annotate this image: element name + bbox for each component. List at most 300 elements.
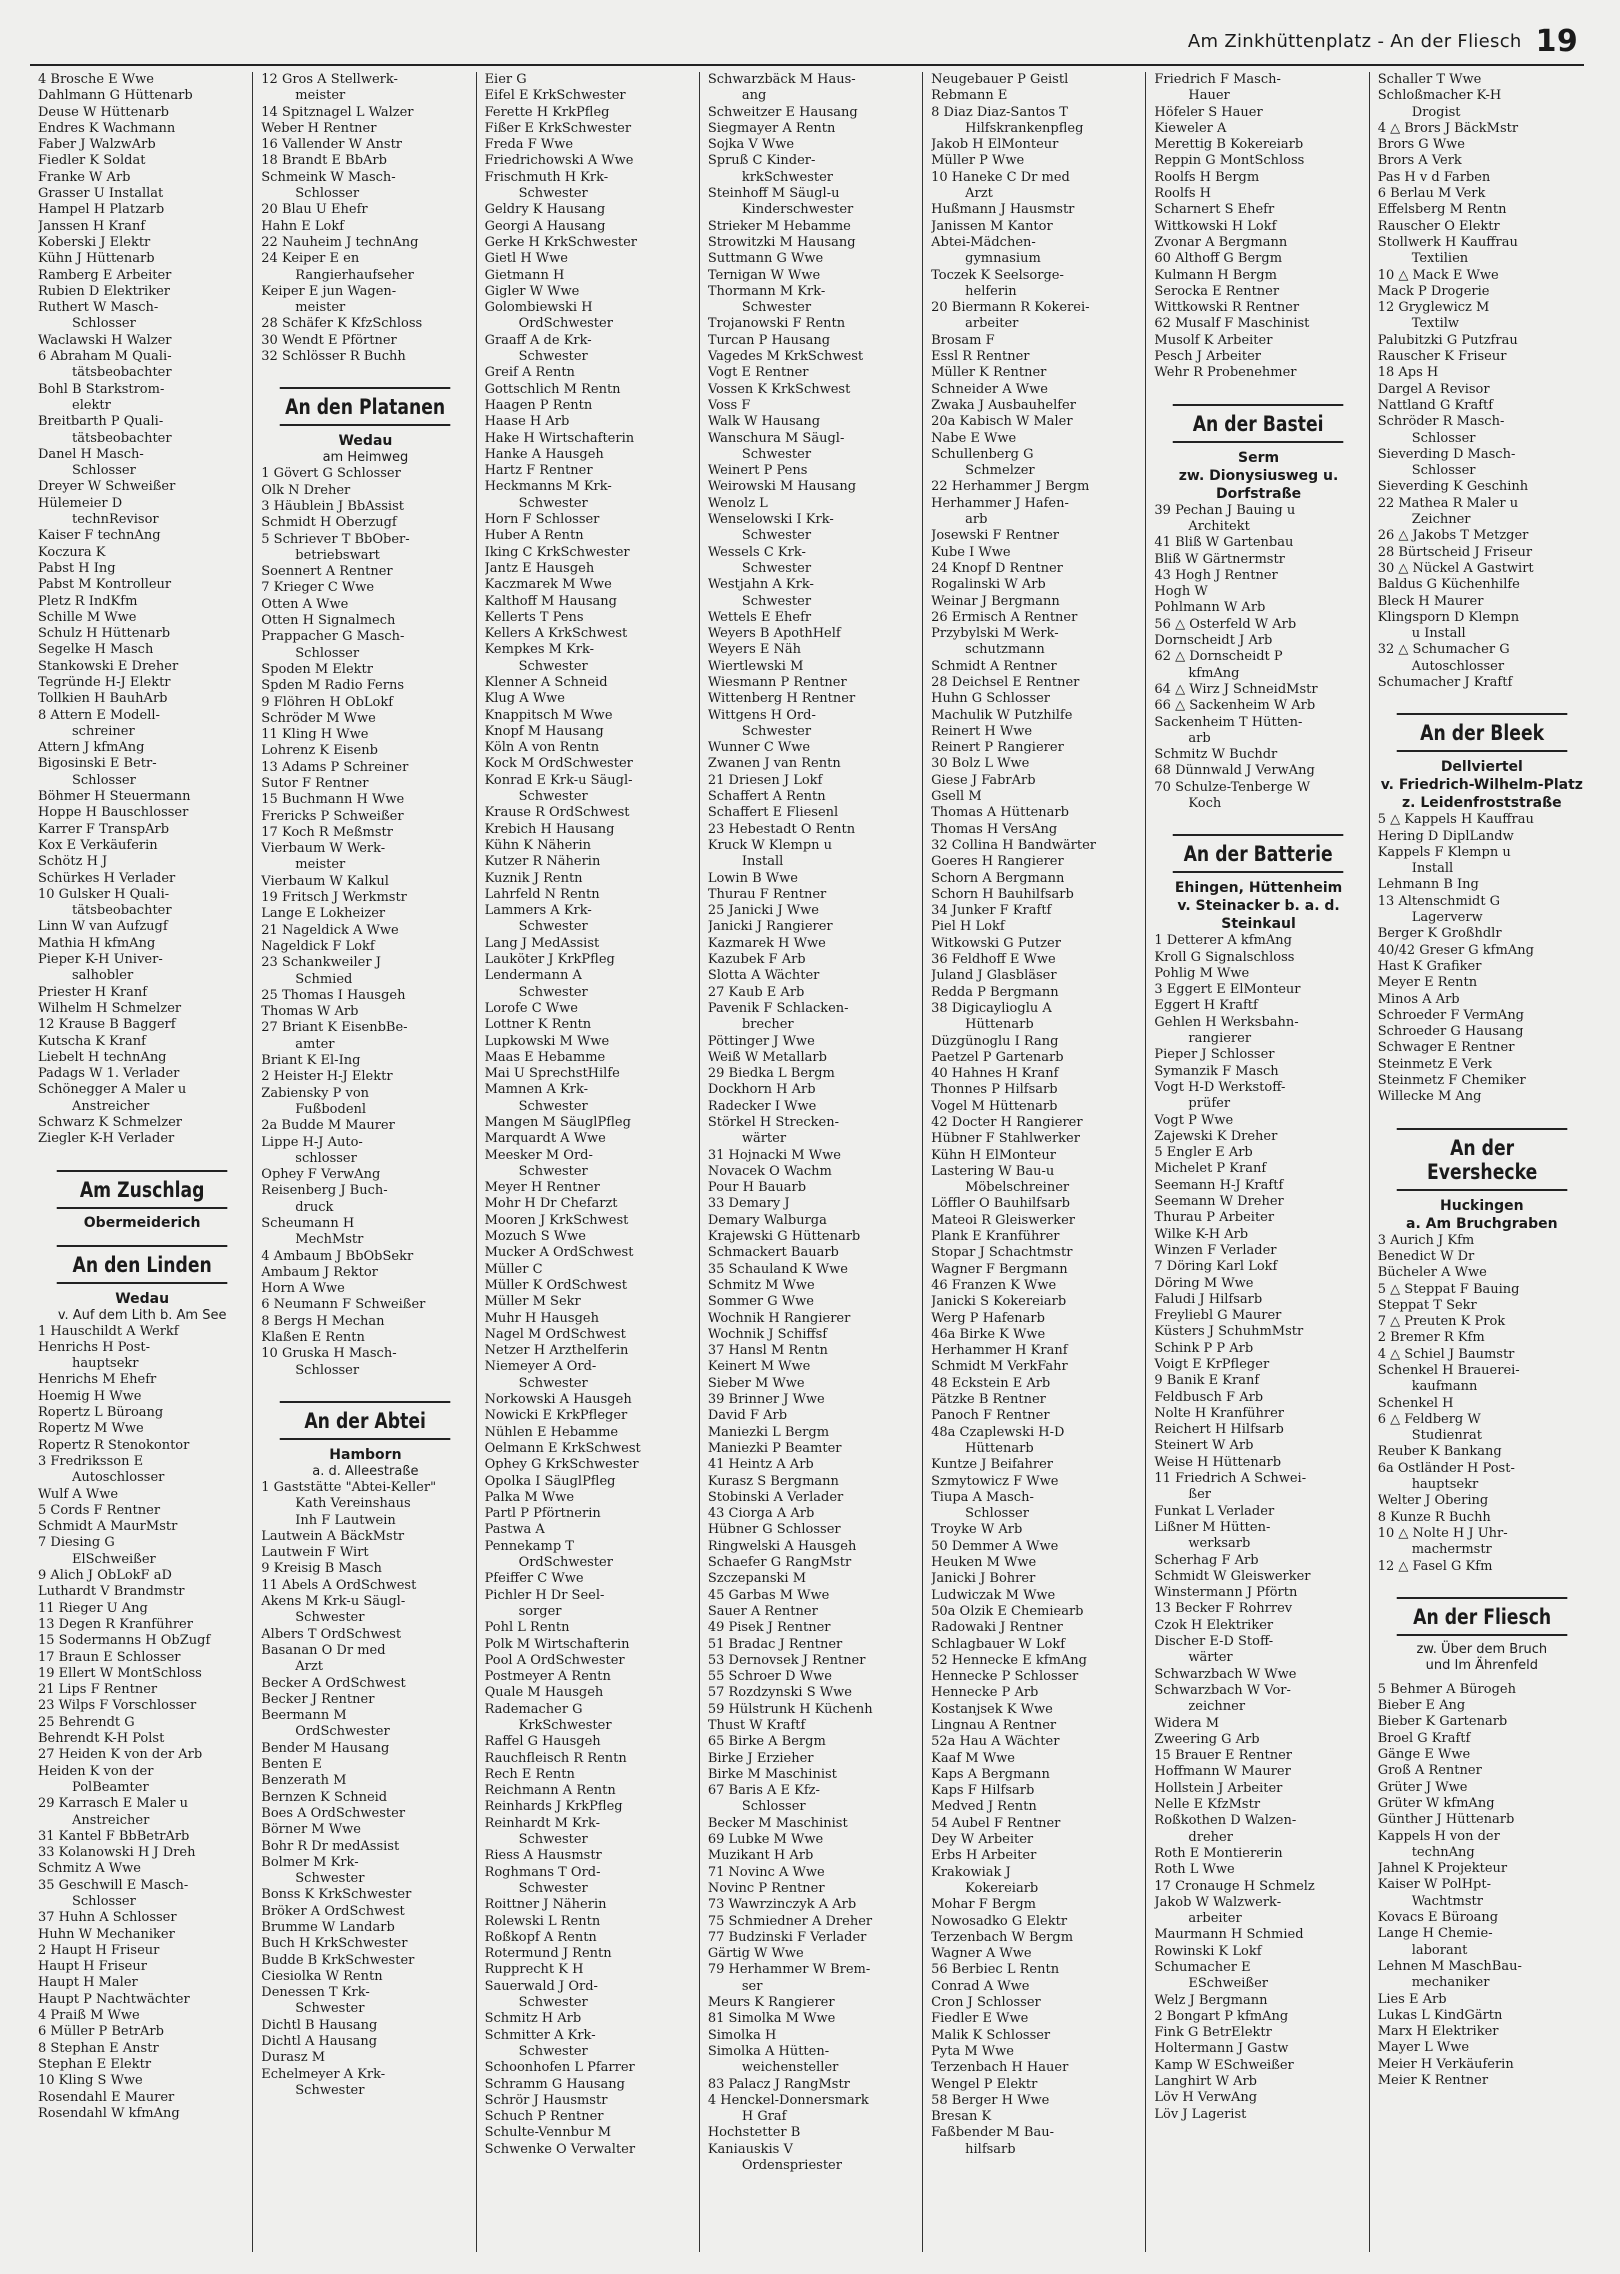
directory-entry: Eier G	[484, 72, 527, 87]
directory-entry: Marquardt A Wwe	[484, 1131, 606, 1147]
column-1	[32, 72, 252, 2252]
directory-entry: Eggert H Kraftf	[1154, 998, 1258, 1014]
directory-entry: Pieper K-H Univer-	[38, 952, 163, 968]
directory-entry: Buch H KrkSchwester	[261, 1936, 408, 1952]
directory-entry: 10 Haneke C Dr med	[931, 169, 1070, 185]
directory-entry: 13 Degen R Kranführer	[38, 1616, 193, 1632]
directory-entry: Walk W Hausang	[707, 414, 821, 430]
entry-continuation: OrdSchwester	[518, 1555, 613, 1571]
directory-entry: Raffel G Hausgeh	[484, 1734, 601, 1750]
directory-entry: Zwanen J van Rentn	[707, 756, 841, 772]
directory-entry: Gärtig W Wwe	[707, 1946, 804, 1962]
directory-entry: Schmitz M Wwe	[707, 1277, 815, 1293]
directory-entry: 15 Buchmann H Wwe	[261, 792, 405, 808]
directory-entry: 75 Schmiedner A Dreher	[707, 1913, 873, 1929]
entry-continuation: wärter	[741, 1131, 787, 1147]
directory-entry: Mamnen A Krk-	[484, 1082, 589, 1098]
directory-entry: Gietmann H	[484, 267, 565, 283]
entry-continuation: Schwester	[518, 186, 588, 202]
directory-entry: 17 Braun E Schlosser	[38, 1649, 181, 1665]
directory-entry: Stollwerk H Kauffrau	[1377, 234, 1518, 250]
entry-continuation: dreher	[1188, 1829, 1233, 1845]
directory-entry: Kappels H von der	[1377, 1828, 1500, 1844]
directory-entry: Mohar F Bergm	[931, 1897, 1036, 1913]
directory-entry: Hogh W	[1154, 584, 1208, 600]
entry-continuation: OrdSchwester	[295, 1724, 390, 1740]
directory-entry: Effelsberg M Rentn	[1377, 202, 1507, 218]
directory-entry: Strowitzki M Hausang	[707, 234, 856, 250]
directory-entry: Pabst M Kontrolleur	[38, 577, 172, 593]
directory-entry: 9 Banik E Kranf	[1154, 1373, 1260, 1389]
directory-entry: Abtei-Mädchen-	[931, 234, 1036, 250]
directory-entry: Faber J WalzwArb	[38, 137, 156, 153]
directory-entry: Klingsporn D Klempn	[1377, 609, 1520, 625]
directory-entry: Pool A OrdSchwester	[484, 1652, 625, 1668]
directory-entry: Tollkien H BauhArb	[38, 691, 168, 707]
directory-entry: 71 Novinc A Wwe	[707, 1864, 825, 1880]
directory-entry: 2 Haupt H Friseur	[38, 1942, 160, 1958]
spacer	[1378, 1575, 1586, 1583]
directory-entry: Müller C	[484, 1261, 543, 1277]
district-label: Wedau	[115, 1290, 170, 1307]
directory-entry: Jahnel K Projekteur	[1377, 1861, 1508, 1877]
directory-entry: Grüter J Wwe	[1377, 1779, 1468, 1795]
directory-entry: 25 Thomas I Hausgeh	[261, 987, 406, 1003]
directory-entry: Piel H Lokf	[931, 919, 1005, 935]
directory-entry: Frischmuth H Krk-	[484, 169, 609, 185]
directory-entry: Weise H Hüttenarb	[1154, 1454, 1282, 1470]
directory-entry: Partl P Pförtnerin	[484, 1506, 601, 1522]
directory-entry: Keiper E jun Wagen-	[261, 283, 397, 299]
directory-entry: Schlagbauer W Lokf	[931, 1636, 1066, 1652]
directory-entry: Schorn H Bauhilfsarb	[931, 886, 1074, 902]
directory-entry: 4 △ Schiel J Baumstr	[1377, 1346, 1515, 1362]
directory-entry: Strieker M Hebamme	[707, 218, 851, 234]
column-5	[922, 72, 1145, 2252]
directory-entry: Karrer F TranspArb	[38, 821, 170, 837]
directory-entry: 5 △ Steppat F Bauing	[1377, 1281, 1520, 1297]
entry-continuation: Autoschlosser	[72, 1470, 165, 1486]
directory-entry: Janssen H Kranf	[38, 218, 146, 234]
directory-entry: 66 △ Sackenheim W Arb	[1154, 698, 1316, 714]
directory-entry: Bernzen K Schneid	[261, 1789, 388, 1805]
directory-entry: 13 Altenschmidt G	[1377, 893, 1501, 909]
directory-entry: Schwarzbäck M Haus-	[707, 72, 856, 87]
directory-entry: Lammers A Krk-	[484, 903, 592, 919]
directory-entry: Scherhag F Arb	[1154, 1552, 1259, 1568]
entry-continuation: Schwester	[518, 1098, 588, 1114]
directory-entry: Dey W Arbeiter	[931, 1832, 1034, 1848]
directory-entry: Gietl H Wwe	[484, 251, 568, 267]
directory-entry: Lastering W Bau-u	[931, 1163, 1055, 1179]
directory-entry: Wenolz L	[707, 495, 768, 511]
directory-entry: Reinhardt M Krk-	[484, 1815, 601, 1831]
directory-entry: Becker J Rentner	[261, 1691, 375, 1707]
directory-entry: Boes A OrdSchwester	[261, 1805, 406, 1821]
directory-entry: 6 △ Feldberg W	[1377, 1411, 1481, 1427]
directory-entry: 42 Docter H Rangierer	[931, 1115, 1083, 1130]
directory-entry: Müller K Rentner	[931, 365, 1047, 381]
directory-entry: 28 Deichsel E Rentner	[931, 674, 1080, 690]
entry-continuation: Schwester	[518, 1880, 588, 1896]
directory-entry: Heckmanns M Krk-	[484, 479, 612, 495]
directory-entry: Pesch J Arbeiter	[1154, 349, 1261, 365]
directory-entry: 12 Gros A Stellwerk-	[261, 72, 398, 87]
entry-continuation: Textilien	[1411, 251, 1469, 267]
directory-entry: Stopar J Schachtmstr	[931, 1245, 1073, 1261]
directory-entry: Thonnes P Hilfsarb	[931, 1082, 1058, 1098]
entry-continuation: Autoschlosser	[1411, 658, 1505, 674]
directory-entry: Schwenke O Verwalter	[484, 2141, 636, 2157]
directory-entry: 55 Schroer D Wwe	[707, 1669, 832, 1685]
directory-entry: Essl R Rentner	[931, 349, 1030, 365]
directory-entry: Döring M Wwe	[1154, 1275, 1254, 1291]
directory-entry: Roth L Wwe	[1154, 1862, 1235, 1878]
directory-entry: Schulte-Vennbur M	[484, 2125, 612, 2141]
directory-entry: Benzerath M	[261, 1773, 347, 1789]
directory-entry: 1 Hauschildt A Werkf	[38, 1323, 179, 1339]
directory-entry: Schmidt A MaurMstr	[38, 1519, 178, 1535]
directory-entry: Gehlen H Werksbahn-	[1154, 1014, 1299, 1030]
entry-continuation: meister	[295, 857, 346, 873]
directory-entry: Günther J Hüttenarb	[1377, 1812, 1515, 1828]
directory-entry: Liebelt H technAng	[38, 1049, 167, 1065]
directory-entry: Nattland G Kraftf	[1377, 397, 1494, 413]
directory-entry: Krause R OrdSchwest	[484, 805, 630, 821]
column-4	[699, 72, 922, 2252]
directory-entry: Palubitzki G Putzfrau	[1377, 332, 1518, 348]
entry-continuation: Schlosser	[72, 463, 136, 479]
directory-entry: Maas E Hebamme	[484, 1049, 606, 1065]
directory-entry: Iking C KrkSchwester	[484, 544, 630, 560]
directory-entry: 5 Behmer A Bürogeh	[1377, 1681, 1516, 1697]
street-subtitle: v. Auf dem Lith b. Am See	[57, 1307, 227, 1323]
directory-entry: Schmidt H Oberzugf	[261, 515, 397, 531]
directory-entry: Szmytowicz F Wwe	[931, 1473, 1059, 1489]
directory-entry: 5 Schriever T BbOber-	[261, 531, 410, 547]
directory-entry: Bieber K Gartenarb	[1377, 1714, 1508, 1730]
directory-entry: Frericks P Schweißer	[261, 808, 404, 824]
directory-entry: Rosendahl E Maurer	[38, 2089, 175, 2105]
directory-entry: Rauchfleisch R Rentn	[484, 1750, 627, 1766]
entry-continuation: Schmied	[295, 971, 353, 987]
directory-entry: Weiß W Metallarb	[707, 1049, 827, 1065]
directory-entry: Rauscher O Elektr	[1377, 218, 1500, 234]
entry-continuation: Install	[1411, 861, 1454, 877]
directory-entry: Reinert H Wwe	[931, 723, 1033, 739]
directory-entry: Börner M Wwe	[261, 1822, 361, 1838]
directory-entry: Löv H VerwAng	[1154, 2090, 1258, 2106]
directory-entry: Henrichs M Ehefr	[38, 1372, 157, 1388]
directory-entry: Sauer A Rentner	[707, 1603, 818, 1619]
directory-entry: 35 Geschwill E Masch-	[38, 1877, 189, 1893]
directory-entry: Spruß C Kinder-	[707, 153, 816, 169]
directory-entry: Schmitz A Wwe	[38, 1861, 141, 1877]
directory-entry: Novinc P Rentner	[707, 1880, 825, 1896]
directory-entry: Kellers A KrkSchwest	[484, 626, 628, 642]
directory-entry: Kaps F Hilfsarb	[931, 1783, 1035, 1799]
directory-entry: Brumme W Landarb	[261, 1919, 395, 1935]
entry-continuation: Zeichner	[1411, 512, 1471, 528]
entry-continuation: Schwester	[518, 1995, 588, 2011]
directory-entry: Hübner G Schlosser	[707, 1522, 841, 1538]
directory-entry: Pätzke B Rentner	[931, 1392, 1046, 1408]
directory-entry: Lottner K Rentn	[484, 1017, 592, 1033]
directory-entry: Lukas L KindGärtn	[1377, 2007, 1503, 2023]
directory-entry: Spoden M Elektr	[261, 661, 373, 677]
directory-entry: Mayer L Wwe	[1377, 2040, 1470, 2056]
directory-entry: Sieverding K Geschinh	[1377, 479, 1529, 495]
directory-entry: Fiedler E Wwe	[931, 2011, 1029, 2027]
directory-entry: Friedrich F Masch-	[1154, 72, 1281, 87]
directory-entry: Wanschura M Säugl-	[707, 430, 845, 446]
spacer	[38, 1148, 246, 1156]
directory-entry: 20 Biermann R Kokerei-	[931, 300, 1090, 316]
directory-entry: 24 Knopf D Rentner	[931, 560, 1063, 576]
directory-entry: Thomas W Arb	[261, 1004, 359, 1020]
directory-entry: Gerke H KrkSchwester	[484, 234, 638, 250]
directory-entry: 45 Garbas M Wwe	[707, 1587, 830, 1603]
directory-entry: Nabe E Wwe	[931, 430, 1017, 446]
street-heading: An der Abtei	[280, 1401, 451, 1440]
directory-entry: Symanzik F Masch	[1154, 1063, 1279, 1079]
entry-continuation: Hauer	[1188, 88, 1230, 104]
directory-entry: Novacek O Wachm	[707, 1163, 832, 1179]
directory-entry: Attern J kfmAng	[38, 740, 145, 756]
directory-entry: Postmeyer A Rentn	[484, 1669, 611, 1685]
directory-entry: Winzen F Verlader	[1154, 1242, 1277, 1258]
entry-continuation: ang	[741, 88, 767, 104]
directory-entry: Hahn E Lokf	[261, 218, 345, 234]
directory-entry: 3 Häublein J BbAssist	[261, 498, 404, 514]
directory-entry: Schneider A Wwe	[931, 381, 1048, 397]
directory-entry: Faßbender M Bau-	[931, 2125, 1054, 2141]
directory-entry: Reisenberg J Buch-	[261, 1183, 388, 1199]
directory-entry: Schille M Wwe	[38, 609, 137, 625]
directory-entry: Basanan O Dr med	[261, 1642, 386, 1658]
directory-entry: Slotta A Wächter	[707, 968, 820, 984]
directory-entry: 24 Keiper E en	[261, 251, 360, 267]
directory-entry: Baldus G Küchenhilfe	[1377, 577, 1520, 593]
entry-continuation: salhobler	[72, 968, 134, 984]
directory-entry: Ropertz R Stenokontor	[38, 1437, 190, 1453]
directory-entry: 41 Bliß W Gartenbau	[1154, 535, 1294, 551]
entry-continuation: OrdSchwester	[518, 316, 613, 332]
directory-entry: Thormann M Krk-	[707, 283, 826, 299]
street-heading: An der Batterie	[1173, 834, 1344, 873]
directory-entry: 5 △ Kappels H Kauffrau	[1377, 812, 1534, 828]
directory-entry: 3 Fredriksson E	[38, 1453, 144, 1469]
directory-entry: Thomas H VersAng	[931, 821, 1058, 837]
directory-entry: Quale M Hausgeh	[484, 1685, 604, 1701]
directory-entry: 4 Praiß M Wwe	[38, 2008, 140, 2024]
directory-entry: Radecker I Wwe	[707, 1098, 817, 1114]
entry-continuation: H Graf	[741, 2109, 787, 2125]
directory-entry: Scharnert S Ehefr	[1154, 202, 1275, 218]
directory-entry: Haupt H Maler	[38, 1975, 138, 1991]
directory-entry: Janissen M Kantor	[931, 218, 1053, 234]
entry-continuation: Hilfskrankenpfleg	[965, 120, 1084, 136]
directory-entry: Birke M Maschinist	[707, 1766, 837, 1782]
directory-entry: Witkowski G Putzer	[931, 935, 1061, 951]
directory-entry: Niemeyer A Ord-	[484, 1359, 597, 1375]
directory-entry: Kaczmarek M Wwe	[484, 577, 612, 593]
directory-entry: Bliß W Gärtnermstr	[1154, 551, 1285, 567]
directory-entry: Brors A Verk	[1377, 153, 1462, 169]
directory-entry: Bücheler A Wwe	[1377, 1265, 1487, 1281]
entry-continuation: Schlosser	[1411, 463, 1476, 479]
directory-entry: 31 Kantel F BbBetrArb	[38, 1828, 190, 1844]
directory-entry: 62 Musalf F Maschinist	[1154, 316, 1310, 332]
directory-entry: 48a Czaplewski H-D	[931, 1424, 1065, 1440]
directory-entry: Hollstein J Arbeiter	[1154, 1780, 1283, 1796]
directory-entry: 22 Nauheim J technAng	[261, 234, 419, 250]
directory-entry: Wulf A Wwe	[38, 1486, 119, 1502]
directory-entry: Steinmetz F Chemiker	[1377, 1073, 1526, 1089]
directory-entry: Goeres H Rangierer	[931, 854, 1064, 870]
directory-entry: 32 Schlösser R Buchh	[261, 349, 406, 365]
directory-entry: Graaff A de Krk-	[484, 332, 592, 348]
directory-entry: Janicki J Rangierer	[707, 919, 833, 935]
entry-continuation: betriebswart	[295, 547, 380, 563]
entry-continuation: Kinderschwester	[741, 202, 854, 218]
directory-entry: Kamp W ESchweißer	[1154, 2057, 1294, 2073]
entry-continuation: Schlosser	[72, 772, 136, 788]
district-label: Ehingen, Hüttenheim	[1174, 880, 1343, 897]
directory-entry: Zvonar A Bergmann	[1154, 234, 1288, 250]
entry-continuation: Fußbodenl	[295, 1101, 367, 1117]
directory-entry: Schink P P Arb	[1154, 1340, 1254, 1356]
directory-entry: 57 Rozdzynski S Wwe	[707, 1685, 852, 1701]
directory-entry: Nowosadko G Elektr	[931, 1913, 1068, 1929]
district-label: zw. Dionysiusweg u.	[1178, 467, 1339, 484]
directory-entry: Weirowski M Hausang	[707, 479, 857, 495]
entry-continuation: machermstr	[1411, 1542, 1492, 1558]
directory-entry: 11 Friedrich A Schwei-	[1154, 1471, 1307, 1487]
directory-entry: Waclawski H Walzer	[38, 332, 172, 348]
directory-entry: Schwager E Rentner	[1377, 1040, 1515, 1056]
entry-continuation: weichensteller	[741, 2060, 839, 2076]
directory-entry: Meier K Rentner	[1377, 2072, 1489, 2088]
directory-entry: Kühn J Hüttenarb	[38, 251, 155, 267]
directory-entry: Opolka I SäuglPfleg	[484, 1473, 616, 1489]
directory-entry: Keinert M Wwe	[707, 1359, 811, 1375]
entry-continuation: arb	[965, 512, 988, 528]
directory-entry: Mucker A OrdSchwest	[484, 1245, 634, 1261]
entry-continuation: Hüttenarb	[965, 1440, 1034, 1456]
directory-entry: Sojka V Wwe	[707, 137, 795, 153]
directory-entry: 39 Pechan J Bauing u	[1154, 502, 1296, 518]
directory-entry: Pabst H Ing	[38, 560, 116, 576]
directory-entry: Wunner C Wwe	[707, 740, 811, 756]
directory-entry: Hampel H Platzarb	[38, 202, 165, 218]
directory-entry: Kaiser F technAng	[38, 528, 161, 544]
directory-entry: Norkowski A Hausgeh	[484, 1392, 632, 1408]
directory-entry: Nolte H Kranführer	[1154, 1405, 1285, 1421]
directory-entry: 11 Abels A OrdSchwest	[261, 1577, 417, 1593]
directory-entry: Kuntze J Beifahrer	[931, 1457, 1053, 1473]
directory-entry: Czok H Elektriker	[1154, 1617, 1274, 1633]
directory-entry: Haupt P Nachtwächter	[38, 1991, 190, 2007]
directory-entry: Schrör J Hausmstr	[484, 2092, 608, 2108]
directory-entry: Reinert P Rangierer	[931, 740, 1064, 756]
entry-continuation: kfmAng	[1188, 665, 1240, 681]
directory-entry: Giese J FabrArb	[931, 772, 1036, 788]
entry-continuation: hauptsekr	[1411, 1477, 1479, 1493]
directory-entry: Faludi J Hilfsarb	[1154, 1291, 1263, 1307]
directory-entry: Briant K El-Ing	[261, 1053, 361, 1069]
directory-entry: Becker M Maschinist	[707, 1815, 848, 1831]
directory-entry: Albers T OrdSchwest	[261, 1626, 402, 1642]
directory-entry: Schröder M Wwe	[261, 710, 376, 726]
district-label: Steinkaul	[1221, 916, 1296, 933]
directory-entry: 5 Cords F Rentner	[38, 1502, 161, 1518]
entry-continuation: amter	[295, 1036, 335, 1052]
directory-entry: 6 Müller P BetrArb	[38, 2024, 164, 2040]
directory-entry: Schaffert E Fliesenl	[707, 805, 839, 821]
directory-entry: Kutzer R Näherin	[484, 854, 601, 870]
directory-entry: Pyta M Wwe	[931, 2043, 1014, 2059]
directory-entry: Rademacher G	[484, 1701, 583, 1717]
directory-entry: Sieverding D Masch-	[1377, 446, 1516, 462]
entry-continuation: Install	[741, 854, 784, 870]
directory-entry: Schmidt A Rentner	[931, 658, 1057, 674]
directory-entry: Weber H Rentner	[261, 120, 377, 136]
directory-entry: Müller M Sekr	[484, 1294, 581, 1310]
directory-entry: Schürkes H Verlader	[38, 870, 176, 886]
directory-entry: Rauscher K Friseur	[1377, 349, 1507, 365]
directory-entry: Wettels E Ehefr	[707, 609, 812, 625]
entry-continuation: MechMstr	[295, 1232, 364, 1248]
directory-entry: Krakowiak J	[931, 1864, 1011, 1880]
directory-entry: Tiupa A Masch-	[931, 1489, 1034, 1505]
entry-continuation: krkSchwester	[741, 169, 833, 185]
directory-entry: Wittenberg H Rentner	[707, 691, 856, 707]
directory-entry: Rupprecht K H	[484, 1962, 584, 1978]
directory-entry: Krajewski G Hüttenarb	[707, 1229, 861, 1245]
directory-entry: Köln A von Rentn	[484, 740, 600, 756]
directory-entry: Weyers B ApothHelf	[707, 626, 841, 642]
directory-entry: Ophey G KrkSchwester	[484, 1457, 639, 1473]
directory-entry: 50 Demmer A Wwe	[931, 1538, 1059, 1554]
directory-entry: Löffler O Bauhilfsarb	[931, 1196, 1070, 1212]
directory-entry: 20 Blau U Ehefr	[261, 202, 368, 218]
directory-entry: Konrad E Krk-u Säugl-	[484, 772, 633, 788]
directory-entry: Nagel M OrdSchwest	[484, 1326, 626, 1342]
directory-entry: Winstermann J Pförtn	[1154, 1585, 1298, 1601]
directory-entry: 10 Kling S Wwe	[38, 2073, 143, 2089]
directory-entry: Lowin B Wwe	[707, 870, 798, 886]
directory-entry: Hanke A Hausgeh	[484, 446, 604, 462]
street-heading: An der Fliesch	[1396, 1597, 1567, 1636]
district-label: Obermeiderich	[83, 1214, 201, 1231]
directory-entry: 7 Döring Karl Lokf	[1154, 1259, 1278, 1275]
directory-entry: Siegmayer A Rentn	[707, 120, 836, 136]
directory-entry: Janicki S Kokereiarb	[931, 1294, 1067, 1310]
column-2	[252, 72, 475, 2252]
directory-entry: 3 Eggert E ElMonteur	[1154, 982, 1301, 998]
directory-entry: Conrad A Wwe	[931, 1978, 1030, 1994]
district-label: Dorfstraße	[1215, 485, 1302, 502]
street-subtitle: am Heimweg	[322, 450, 409, 466]
directory-entry: 36 Feldhoff E Wwe	[931, 952, 1056, 968]
directory-entry: Dichtl B Hausang	[261, 2017, 378, 2033]
directory-entry: Kurasz S Bergmann	[707, 1473, 839, 1489]
directory-entry: Lauköter J KrkPfleg	[484, 952, 615, 968]
directory-entry: 35 Schauland K Wwe	[707, 1261, 848, 1277]
directory-entry: Ternigan W Wwe	[707, 267, 821, 283]
entry-continuation: Schwester	[295, 1610, 365, 1626]
